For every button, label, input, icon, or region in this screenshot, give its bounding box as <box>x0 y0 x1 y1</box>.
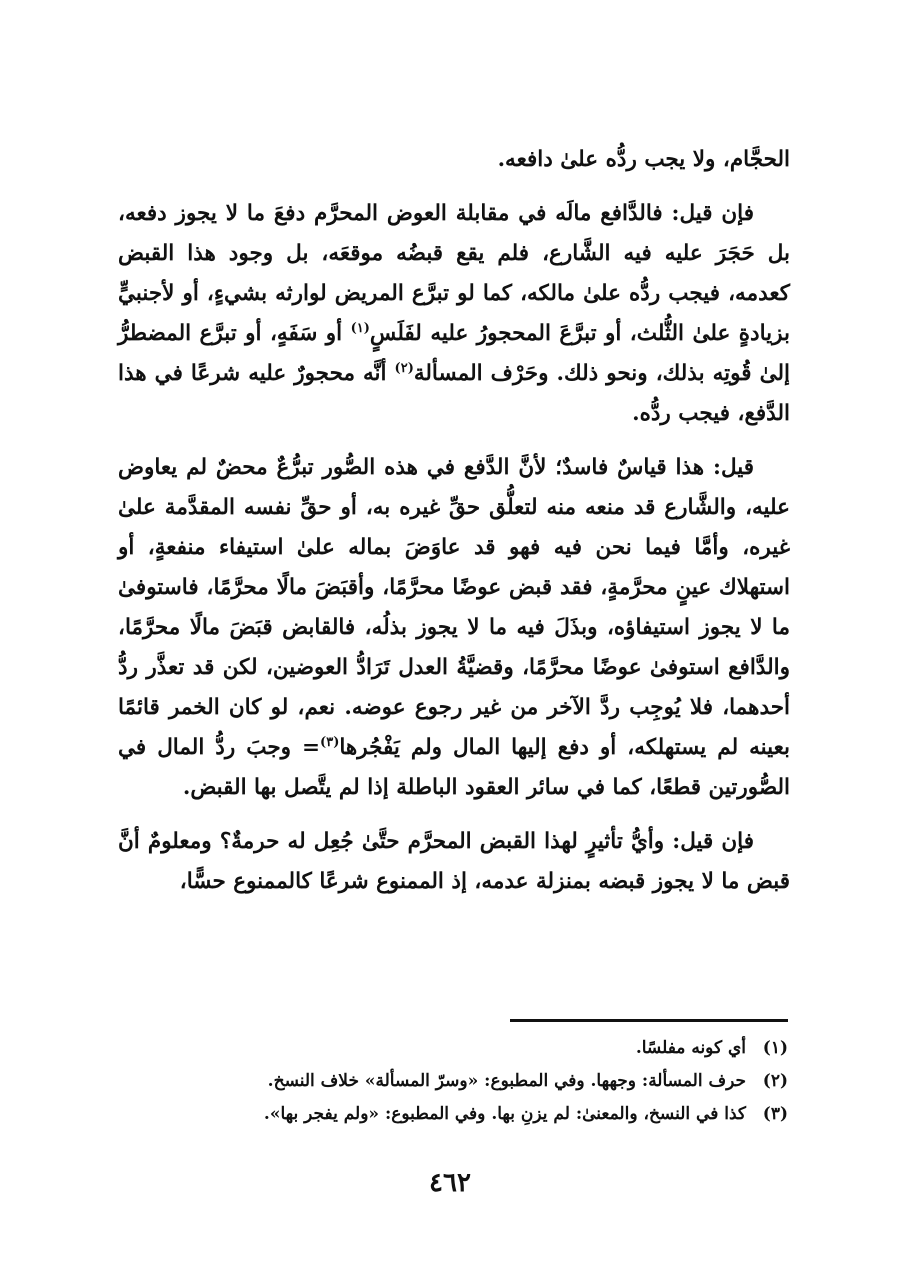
footnote <box>118 1065 788 1098</box>
footnote-ref-3: (٣) <box>320 734 340 750</box>
page-number: ٤٦٢ <box>429 1168 471 1198</box>
paragraph <box>118 140 790 180</box>
main-text <box>118 140 790 916</box>
footnote-separator <box>510 1019 788 1022</box>
paragraph-text: فإن قيل: فالدَّافع مالَه في مقابلة العوض المحرَّم دفعَ ما لا يجوز دفعه، بل حَجَرَ عليه فيه الشَّارع، فلم يقع قبضُه موقعَه، بل وجود هذا القبض كعدمه، فيجب ردُّه علىٰ مالكه، كما لو تبرَّع المريض لوارثه بشيءٍ، أو لأجنبيٍّ بزيادةٍ علىٰ الثُّلث، أو تبرَّعَ المحجورُ عليه لفَلَسٍ <box>118 201 790 346</box>
paragraph-text: أو سَفَهٍ، أو تبرَّع المضطرُّ إلىٰ قُوتِه بذلك، ونحو ذلك. وحَرْف المسألة <box>118 321 791 386</box>
footnote <box>118 1098 788 1131</box>
footnote-ref-2: (٢) <box>394 360 414 376</box>
paragraph <box>118 448 790 808</box>
footnote-number: (٢) <box>762 1071 788 1091</box>
paragraph-text: = وجبَ ردُّ المال في الصُّورتين قطعًا، كما في سائر العقود الباطلة إذا لم يتَّصل بها القبض. <box>118 735 790 800</box>
paragraph-text: قيل: هذا قياسٌ فاسدٌ؛ لأنَّ الدَّفع في هذه الصُّور تبرُّعٌ محضٌ لم يعاوض عليه، والشَّارع قد منعه منه لتعلُّق حقِّ غيره به، أو حقِّ نفسه المقدَّمة علىٰ غيره، وأمَّا فيما نحن فيه فهو قد عاوَضَ بماله علىٰ استيفاء منفعةٍ، أو استهلاك عينٍ محرَّمةٍ، فقد قبض عوضًا محرَّمًا، وأقبَضَ مالًا محرَّمًا، فاستوفىٰ ما لا يجوز استيفاؤه، وبذَلَ فيه ما لا يجوز بذلُه، فالقابض قبَضَ مالًا محرَّمًا، والدَّافع استوفىٰ عوضًا محرَّمًا، وقضيَّةُ العدل تَرَادُّ العوضين، لكن قد تعذَّر ردُّ أحدهما، فلا يُوجِب ردَّ الآخر من غير رجوع عوضه. نعم، لو كان الخمر قائمًا بعينه لم يستهلكه، أو دفع إليها المال ولم يَفْجُرها <box>118 455 790 760</box>
footnote-text: أي كونه مفلسًا. <box>635 1038 746 1058</box>
paragraph <box>118 822 790 902</box>
footnote <box>118 1032 788 1065</box>
footnote-number: (١) <box>762 1038 788 1058</box>
footnote-number: (٣) <box>762 1104 788 1124</box>
paragraph-text: فإن قيل: وأيُّ تأثيرٍ لهذا القبض المحرَّم حتَّىٰ جُعِل له حرمةٌ؟ ومعلومٌ أنَّ قبض ما لا يجوز قبضه بمنزلة عدمه، إذ الممنوع شرعًا كالممنوع حسًّا، <box>118 829 790 894</box>
paragraph <box>118 194 790 434</box>
paragraph-text: أنَّه محجورٌ عليه شرعًا في هذا الدَّفع، فيجب ردُّه. <box>118 361 790 426</box>
footnotes <box>118 1032 788 1131</box>
footnote-text: حرف المسألة: وجهها. وفي المطبوع: «وسرّ المسألة» خلاف النسخ. <box>267 1071 746 1091</box>
footnote-ref-1: (١) <box>350 320 370 336</box>
paragraph-text: الحجَّام، ولا يجب ردُّه علىٰ دافعه. <box>497 147 790 172</box>
footnote-text: كذا في النسخ، والمعنىٰ: لم يزنِ بها. وفي المطبوع: «ولم يفجر بها». <box>263 1104 746 1124</box>
